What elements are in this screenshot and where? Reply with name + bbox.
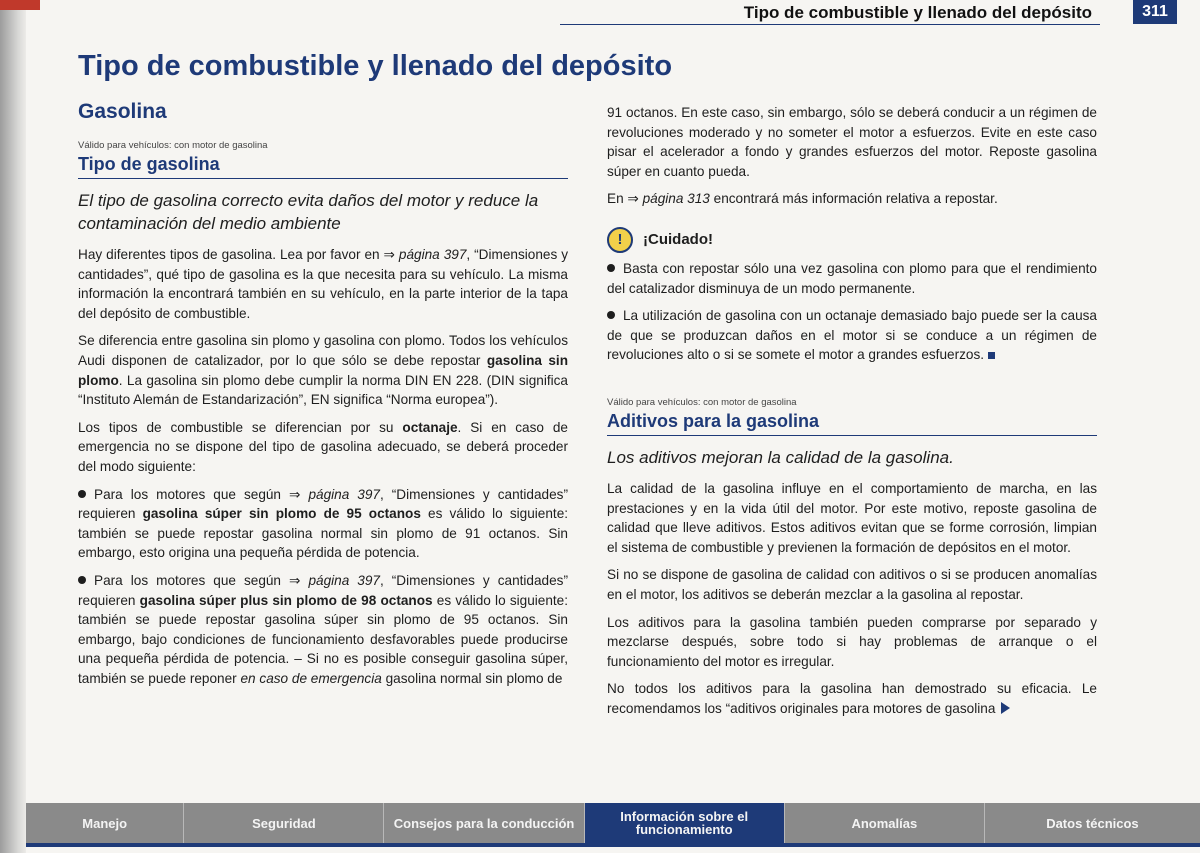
bold-text: gasolina súper plus sin plomo de 98 octanos [139,592,433,608]
text: , “Dimensiones y cantidades” requieren [78,486,569,522]
spacer [607,373,1097,397]
spine-color-marker [0,0,40,10]
text: En ⇒ [607,191,639,207]
paragraph [78,418,568,477]
paragraph [607,679,1097,718]
text: es válido lo siguiente: también se puede repostar gasolina normal sin plomo de 91 octanos. Sin embargo, esto origina una pequeña pérdida de potencia. [78,506,569,561]
bold-text: gasolina sin plomo [78,352,568,388]
lead-text: Los aditivos mejoran la calidad de la gasolina. [607,447,954,467]
paragraph [78,331,568,409]
caution-icon: ! [607,227,633,253]
caution-bullet [607,259,1097,298]
chapter-title: Tipo de combustible y llenado del depósito [78,50,673,82]
bold-text: gasolina súper sin plomo de 95 octanos [142,506,421,522]
text: . Si en caso de emergencia no se dispone del tipo de gasolina adecuado, se deberá proceder del modo siguiente: [78,419,568,474]
bullet-item [78,485,568,563]
caution-header [607,227,1097,253]
page-reference-link[interactable]: página 313 [642,191,710,207]
paragraph [607,189,1097,209]
text: Basta con repostar sólo una vez gasolina con plomo para que el rendimiento del catalizador disminuya de un modo permanente. [607,260,1097,296]
text: Para los motores que según ⇒ [94,486,301,502]
caution-bullet [607,306,1097,365]
italic-text: en caso de emergencia [240,670,382,686]
right-column [607,103,1097,726]
text: Se diferencia entre gasolina sin plomo y gasolina con plomo. Todos los vehículos Audi disponen de catalizador, por lo que sólo se debe repostar [78,333,568,368]
paragraph [78,245,568,323]
text: , “Dimensiones y cantidades”, qué tipo de gasolina es la que necesita para su vehículo. La misma información la encontrará también en su vehículo, en la parte interior de la tapa del depósito de combustible. [78,247,569,321]
book-spine-shadow [0,0,26,853]
validity-note: Válido para vehículos: con motor de gasolina [78,140,268,151]
text: encontrará más información relativa a repostar. [713,191,998,207]
page-reference-link[interactable]: página 397 [308,486,380,502]
end-of-section-icon [988,352,995,359]
running-header [560,0,1100,25]
text: Los tipos de combustible se diferencian por su [78,419,394,435]
text: gasolina normal sin plomo de [385,670,563,686]
bullet-icon [607,311,615,319]
paragraph: La calidad de la gasolina influye en el comportamiento de marcha, en las prestaciones y en la vida útil del motor. Por este motivo, reposte gasolina de calidad que lleve aditivos. Estos aditivos evitan que se forme corrosión, limpian el sistema de combustible y previenen la formación de depósitos en el motor. [607,480,1097,555]
paragraph: 91 octanos. En este caso, sin embargo, sólo se deberá conducir a un régimen de revoluciones moderado y no someter el motor a esfuerzos. Evite en este caso pisar el acelerador a fondo y grandes esfuerzos del motor. Reposte gasolina súper en cuanto pueda. [607,105,1097,179]
tab-anomalias[interactable]: Anomalías [785,803,985,843]
tab-seguridad[interactable]: Seguridad [184,803,384,843]
tab-informacion[interactable]: Información sobre el funcionamiento [585,803,785,843]
text: La utilización de gasolina con un octanaje demasiado bajo puede ser la causa de que se produzcan daños en el motor si se conduce a un régimen de revoluciones alto o si se somete el motor a grandes esfuerzos. [607,308,1097,363]
bold-text: octanaje [402,419,458,435]
tab-consejos[interactable]: Consejos para la conducción [384,803,584,843]
bottom-rule [26,843,1200,847]
subsection-title-tipo-gasolina: Tipo de gasolina [78,154,568,179]
continue-arrow-icon [1001,702,1010,714]
section-title-gasolina: Gasolina [78,100,167,123]
text: . La gasolina sin plomo debe cumplir la norma DIN EN 228. (DIN significa “Instituto Alemán de Estandarización”, EN significa “Norma europea”). [78,372,568,408]
subsection-title-aditivos: Aditivos para la gasolina [607,411,1097,436]
paragraph: Los aditivos para la gasolina también pueden comprarse por separado y mezclarse después, sobre todo si hay problemas de arranque o el funcionamiento del motor es irregular. [607,614,1097,669]
left-column [78,100,568,696]
validity-note: Válido para vehículos: con motor de gasolina [607,396,797,408]
page-number: 311 [1133,0,1177,24]
caution-title: ¡Cuidado! [643,231,713,249]
text: es válido lo siguiente: también se puede repostar gasolina súper sin plomo de 95 octanos. Sin embargo, bajo condiciones de funcionamiento desfavorables puede producirse una pequeña pérdida de potencia. – Si no es posible conseguir gasolina súper, también se puede reponer [78,592,569,686]
text: Para los motores que según ⇒ [94,572,301,588]
page-reference-link[interactable]: página 397 [398,247,467,262]
bullet-item [78,571,568,689]
text: , “Dimensiones y cantidades” requieren [78,572,569,608]
text: Hay diferentes tipos de gasolina. Lea por favor en ⇒ [78,247,395,262]
paragraph: Si no se dispone de gasolina de calidad con aditivos o si se producen anomalías en el motor, los aditivos se deberán mezclar a la gasolina al repostar. [607,567,1097,602]
bullet-icon [78,490,86,498]
bullet-icon [607,264,615,272]
page-reference-link[interactable]: página 397 [308,572,380,588]
tab-datos-tecnicos[interactable]: Datos técnicos [1046,815,1139,831]
running-header-title: Tipo de combustible y llenado del depósito [743,3,1092,22]
bullet-icon [78,576,86,584]
chapter-tab-bar [26,803,1200,843]
lead-text: El tipo de gasolina correcto evita daños del motor y reduce la contaminación del medio ambiente [78,191,539,233]
tab-manejo[interactable]: Manejo [26,803,184,843]
text: No todos los aditivos para la gasolina han demostrado su eficacia. Le recomendamos los “aditivos originales para motores de gasolina [607,681,1097,716]
